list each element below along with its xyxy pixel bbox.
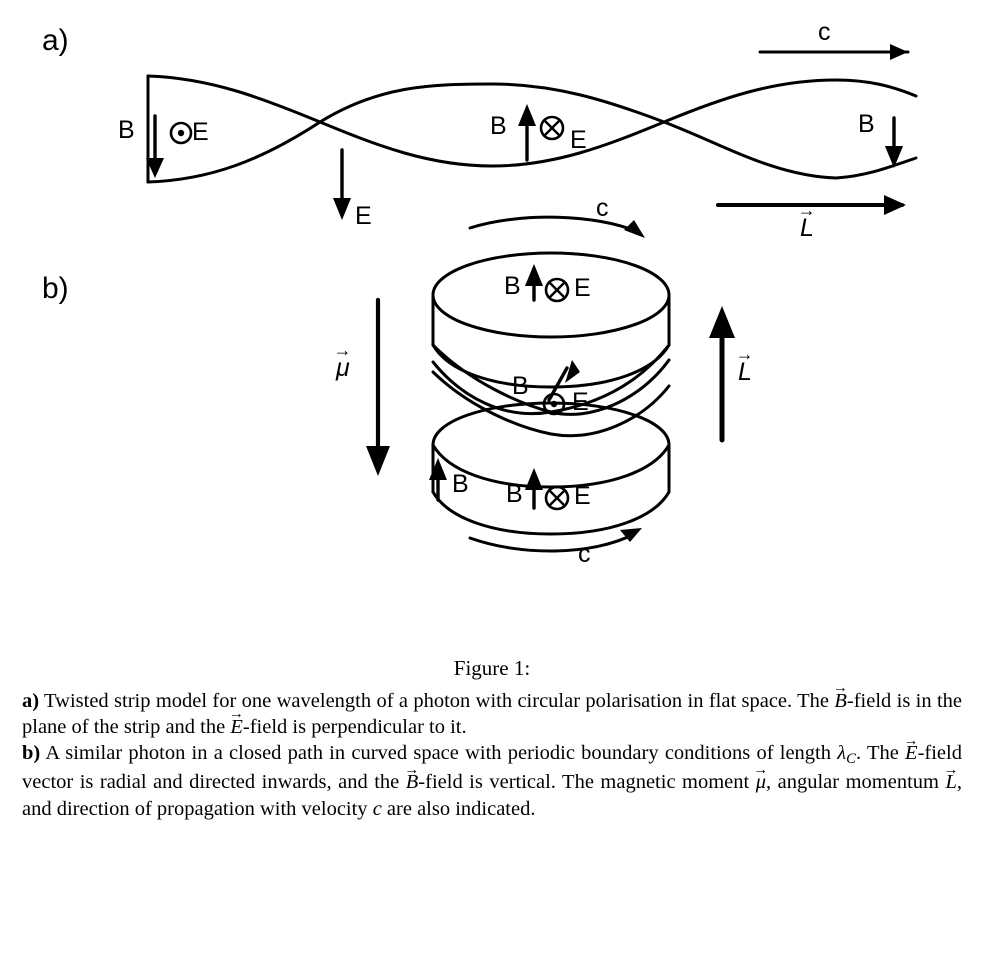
caption-a-text-3: -field is perpendicular to it. <box>242 716 467 739</box>
caption-b-vec-E: → E <box>905 742 918 764</box>
panel-b-e-label-bottom: E <box>574 482 591 510</box>
panel-b-b-label-bottom-left: B <box>452 470 469 498</box>
panel-a-e-label-mid: E <box>570 126 587 154</box>
panel-b-b-label-mid: B <box>512 372 529 400</box>
caption-a-vec-B: → B <box>834 690 847 712</box>
caption-b-vec-mu: → μ <box>756 771 766 793</box>
caption-b-text-6: , and direction of propagation with velocity <box>22 771 962 820</box>
caption-b-text-4: -field is vertical. The magnetic moment <box>418 771 756 794</box>
panel-b-c-bottom-label: c <box>578 540 591 568</box>
panel-a-label: a) <box>42 24 69 57</box>
caption-b-vec-B: → B <box>406 771 419 793</box>
figure-caption <box>22 655 962 822</box>
panel-b-b-label-bottom: B <box>506 480 523 508</box>
panel-b-mu-label: → μ <box>336 354 350 382</box>
panel-a-e-label-left: E <box>192 118 209 146</box>
panel-b-b-label-top: B <box>504 272 521 300</box>
caption-b-text-2: . The <box>855 742 906 765</box>
caption-a-text-2: -field is in the plane of the strip and the <box>22 689 963 739</box>
caption-b-text-1: A similar photon in a closed path in curved space with periodic boundary conditions of length <box>40 742 838 765</box>
panel-a-b-label-mid: B <box>490 112 507 140</box>
panel-a-c-label: c <box>818 18 831 46</box>
caption-b-lambda-sub: C <box>846 751 856 768</box>
caption-a-vec-E: → E <box>230 716 243 738</box>
panel-a-b-label-left: B <box>118 116 135 144</box>
caption-b-vec-L: → L <box>945 771 956 793</box>
caption-a-marker: a) <box>22 689 40 712</box>
caption-b-lambda: λ <box>837 742 847 765</box>
panel-b-label: b) <box>42 272 69 305</box>
caption-body <box>22 688 962 740</box>
caption-b-text-5: , angular momentum <box>766 771 946 794</box>
panel-b-e-label-top: E <box>574 274 591 302</box>
caption-b-marker: b) <box>22 742 41 765</box>
caption-b-text-7: are also indicated. <box>381 797 536 820</box>
panel-b-c-top-label: c <box>596 194 609 222</box>
panel-a-L-label: → L <box>800 214 814 242</box>
caption-a-text-1: Twisted strip model for one wavelength of a photon with circular polarisation in flat space. The <box>39 689 835 712</box>
panel-b-L-label: → L <box>738 358 752 386</box>
caption-title: Figure 1: <box>453 656 531 680</box>
panel-a-e-label-mid-lower: E <box>355 202 372 230</box>
caption-body-b <box>22 740 962 821</box>
caption-b-c: c <box>372 797 382 820</box>
panel-a-b-label-right: B <box>858 110 875 138</box>
panel-b-e-label-mid: E <box>572 388 589 416</box>
caption-b-text-3: -field vector is radial and directed inwards, and the <box>22 742 962 794</box>
